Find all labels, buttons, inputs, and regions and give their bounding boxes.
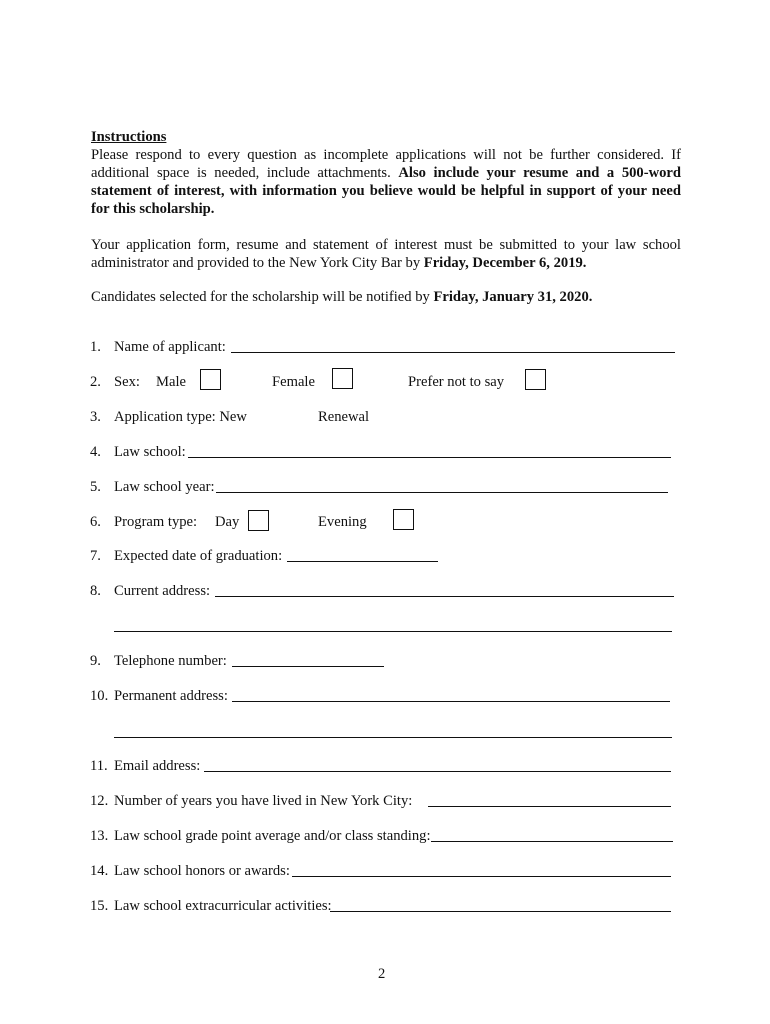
instructions-paragraph-1 — [91, 146, 681, 218]
field-gpa-class-standing — [90, 826, 431, 846]
field-number: 4. — [90, 444, 101, 460]
field-law-school — [90, 442, 186, 462]
field-law-school-year — [90, 477, 215, 497]
field-label: Law school: — [114, 444, 186, 460]
field-number: 10. — [90, 688, 109, 704]
field-number: 12. — [90, 793, 109, 809]
application-type-renewal-label: Renewal — [318, 409, 370, 425]
expected-graduation-line[interactable] — [287, 561, 438, 562]
field-years-in-nyc — [90, 791, 412, 811]
field-email — [90, 756, 200, 776]
name-of-applicant-line[interactable] — [231, 352, 675, 353]
current-address-line-2[interactable] — [114, 631, 672, 632]
sex-male-checkbox[interactable] — [200, 369, 221, 390]
instructions-section — [91, 128, 681, 306]
field-sex — [90, 372, 140, 392]
sex-option-female-label: Female — [272, 374, 315, 390]
field-current-address — [90, 581, 210, 601]
email-line[interactable] — [204, 771, 671, 772]
honors-awards-line[interactable] — [292, 876, 671, 877]
field-extracurricular — [90, 896, 332, 916]
gpa-class-standing-line[interactable] — [431, 841, 673, 842]
field-program-type — [90, 512, 197, 532]
field-expected-graduation — [90, 546, 282, 566]
current-address-line[interactable] — [215, 596, 674, 597]
page-number: 2 — [378, 966, 386, 982]
field-number: 3. — [90, 409, 101, 425]
field-number: 5. — [90, 479, 101, 495]
field-label: Program type: — [114, 514, 198, 530]
instructions-text: Please respond to every question as incomplete applications will not be further considered. If additional space is needed, include attachments. — [91, 147, 681, 181]
field-permanent-address — [90, 686, 228, 706]
field-label: Law school honors or awards: — [114, 863, 290, 879]
field-number: 6. — [90, 514, 101, 530]
instructions-paragraph-2 — [91, 236, 681, 272]
instructions-heading: Instructions — [91, 129, 167, 145]
field-label: Law school grade point average and/or class standing: — [114, 828, 431, 844]
field-number: 8. — [90, 583, 101, 599]
field-label: Current address: — [114, 583, 211, 599]
submission-deadline: Friday, December 6, 2019. — [423, 255, 587, 271]
field-number: 7. — [90, 548, 101, 564]
field-honors-awards — [90, 861, 290, 881]
sex-option-prefer-not-label: Prefer not to say — [408, 374, 505, 390]
instructions-bold-text: Also include your resume and a 500-word statement of interest, with information you believe would be helpful in support of your need for this scholarship. — [91, 165, 681, 217]
permanent-address-line-2[interactable] — [114, 737, 672, 738]
program-type-evening-label: Evening — [318, 514, 367, 530]
field-label: Telephone number: — [114, 653, 227, 669]
field-label: Name of applicant: — [114, 339, 226, 355]
instructions-text: Your application form, resume and statement of interest must be submitted to your law school administrator and provided to the New York City Bar by — [91, 237, 681, 271]
field-number: 15. — [90, 898, 109, 914]
field-label: Application type: New — [114, 409, 247, 425]
field-label: Expected date of graduation: — [114, 548, 283, 564]
field-label: Sex: — [114, 374, 140, 390]
field-telephone — [90, 651, 227, 671]
extracurricular-line[interactable] — [330, 911, 671, 912]
field-label: Permanent address: — [114, 688, 228, 704]
field-number: 14. — [90, 863, 109, 879]
permanent-address-line[interactable] — [232, 701, 670, 702]
sex-option-male-label: Male — [156, 374, 186, 390]
program-type-day-label: Day — [215, 514, 240, 530]
field-number: 11. — [90, 758, 108, 774]
field-number: 9. — [90, 653, 101, 669]
field-label: Email address: — [114, 758, 201, 774]
sex-female-checkbox[interactable] — [332, 368, 353, 389]
program-evening-checkbox[interactable] — [393, 509, 414, 530]
instructions-paragraph-3 — [91, 288, 681, 306]
field-label: Law school extracurricular activities: — [114, 898, 332, 914]
notification-date: Friday, January 31, 2020. — [433, 289, 593, 305]
field-application-type — [90, 407, 247, 427]
law-school-year-line[interactable] — [216, 492, 668, 493]
instructions-text: Candidates selected for the scholarship will be notified by — [91, 289, 434, 305]
field-name-of-applicant — [90, 337, 226, 357]
field-number: 13. — [90, 828, 109, 844]
years-in-nyc-line[interactable] — [428, 806, 671, 807]
sex-prefer-not-checkbox[interactable] — [525, 369, 546, 390]
telephone-line[interactable] — [232, 666, 384, 667]
field-label: Number of years you have lived in New York City: — [114, 793, 413, 809]
law-school-line[interactable] — [188, 457, 671, 458]
program-day-checkbox[interactable] — [248, 510, 269, 531]
field-label: Law school year: — [114, 479, 215, 495]
field-number: 1. — [90, 339, 101, 355]
field-number: 2. — [90, 374, 101, 390]
